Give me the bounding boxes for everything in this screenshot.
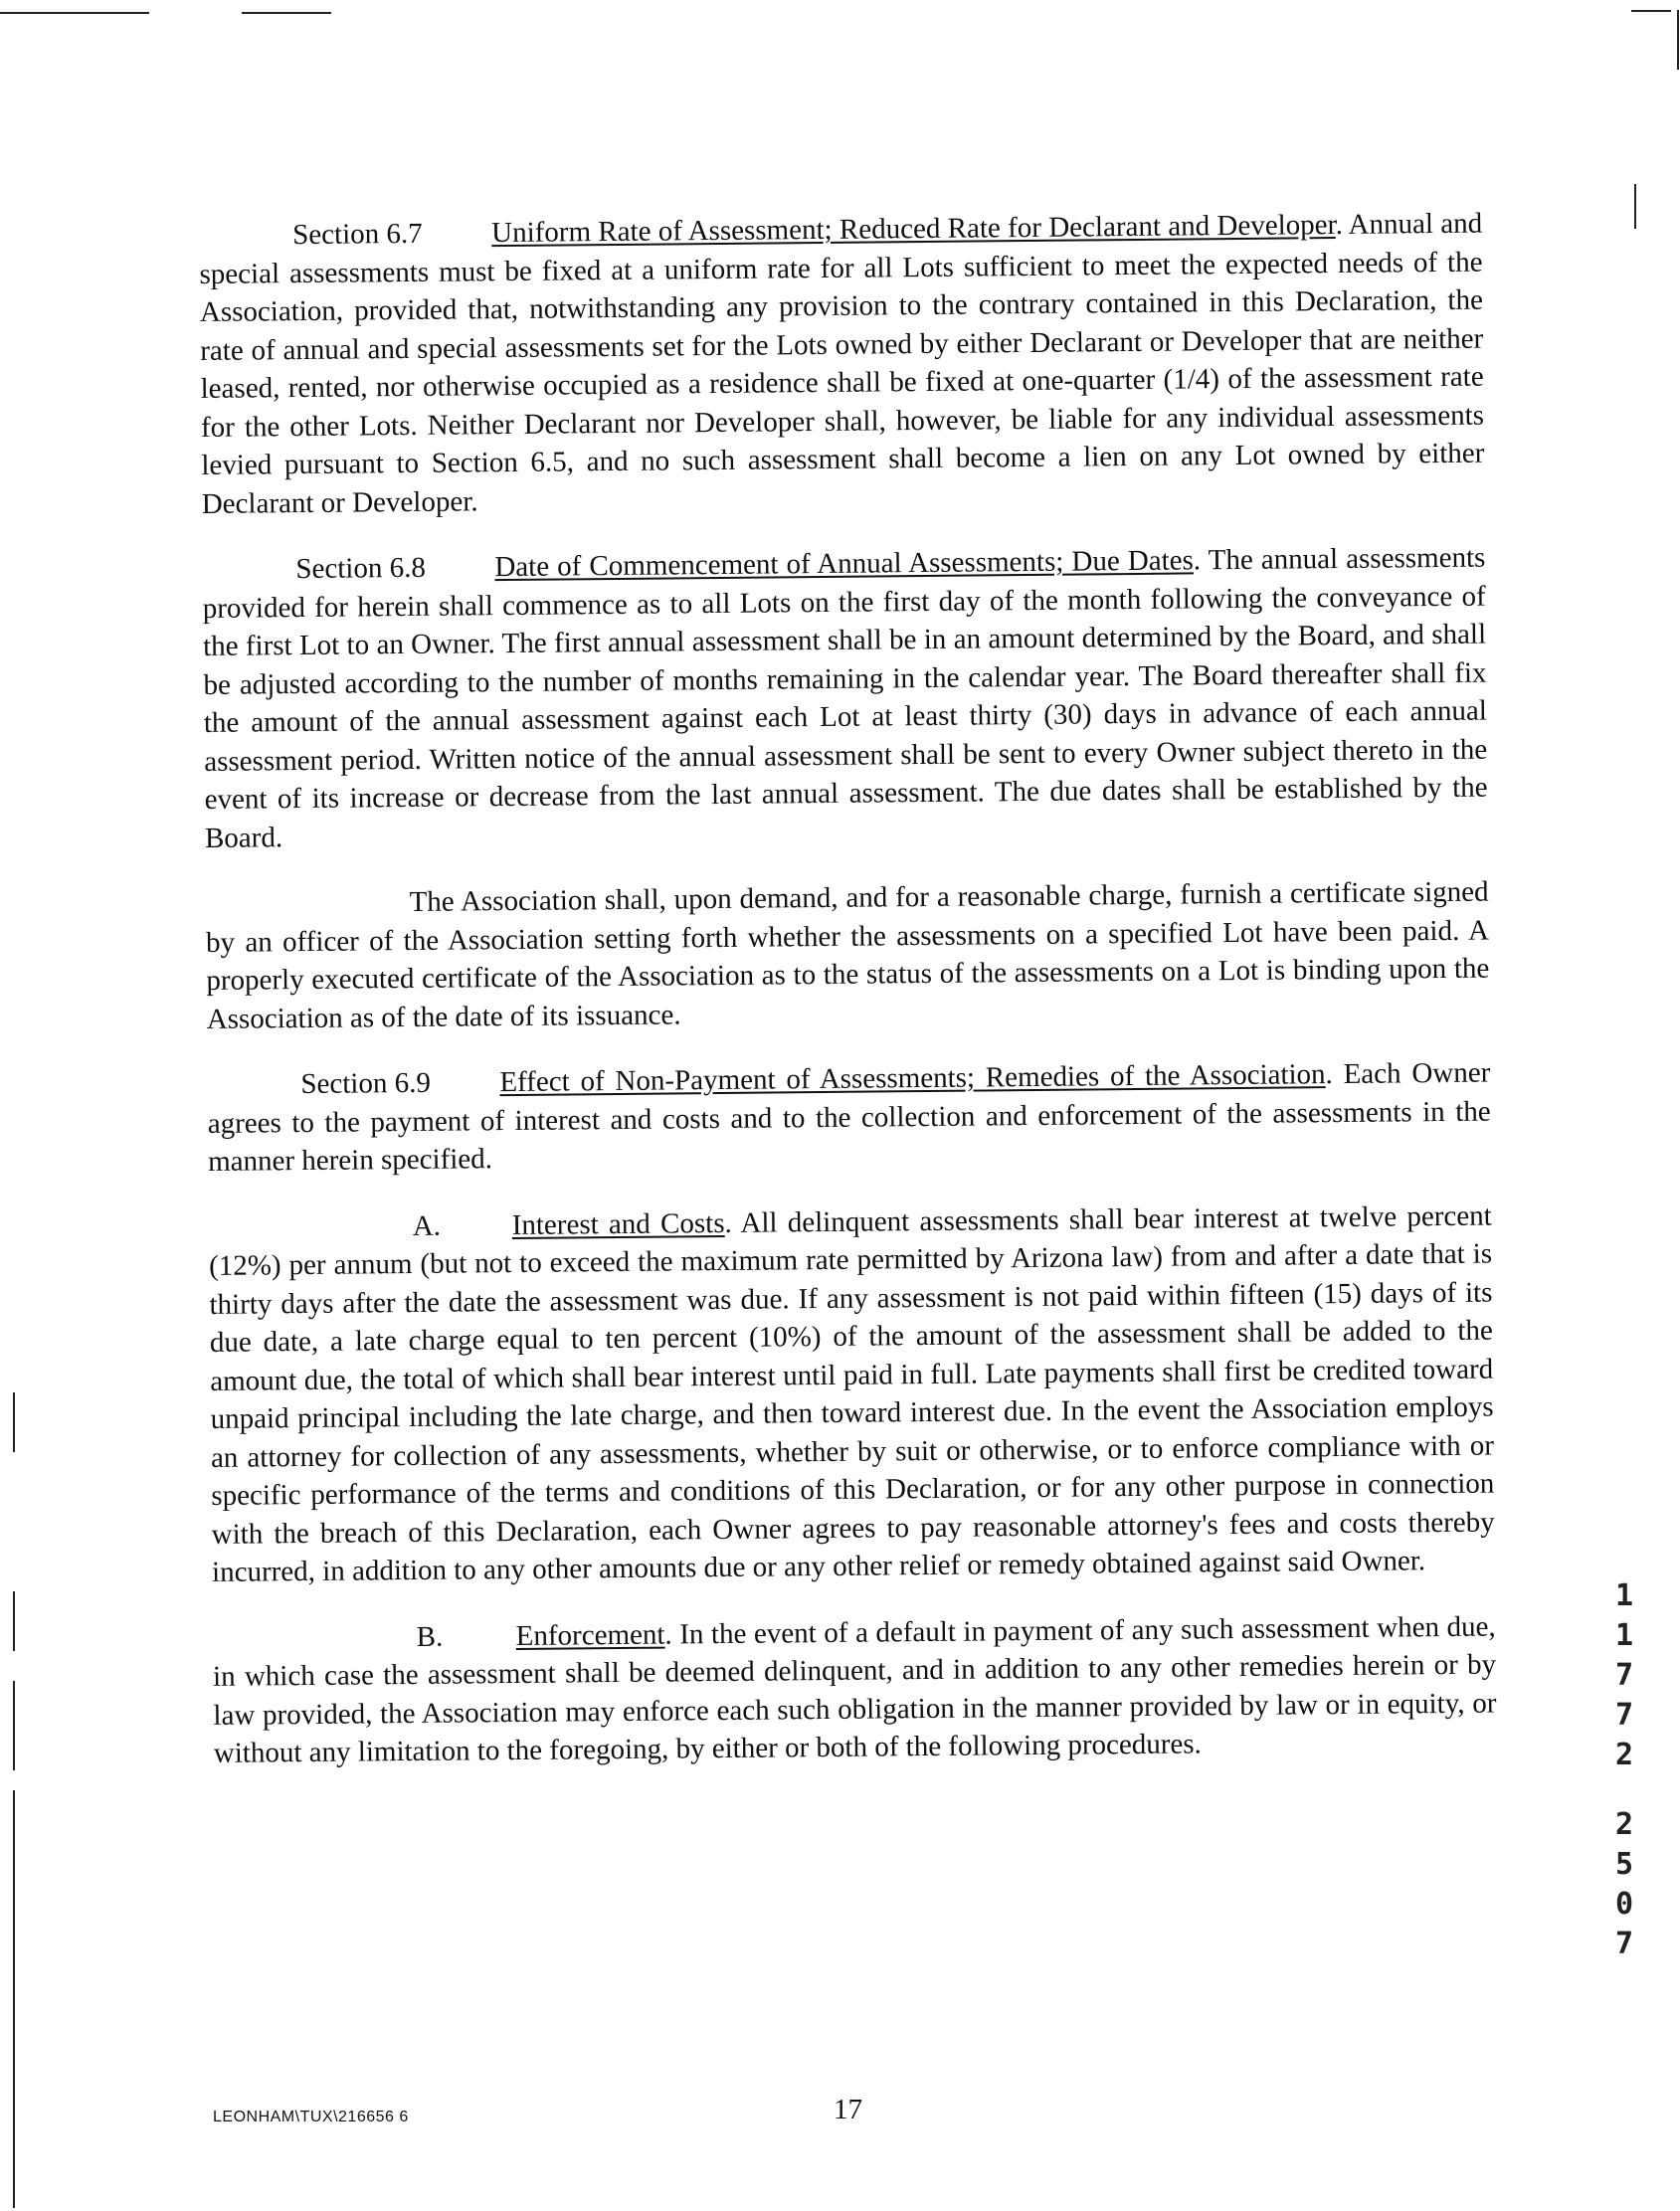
scan-artifact-line bbox=[1677, 10, 1679, 70]
margin-recording-number-lower: 2 5 0 7 bbox=[1614, 1807, 1634, 1961]
margin-recording-number-upper: 1 1 7 7 2 bbox=[1614, 1578, 1634, 1772]
scan-artifact-line bbox=[13, 1591, 15, 1651]
section-number: Section 6.9 bbox=[300, 1066, 432, 1101]
paragraph-text: The Association shall, upon demand, and for a reasonable charge, furnish a certificate signed by an officer of the Association setting forth whether the assessments on a specified Lot have been paid. A properly executed certificate of the Association as to the status of the assessments on a Lot is binding upon the Association as of the date of its issuance. bbox=[205, 875, 1490, 1035]
scan-artifact-line bbox=[242, 12, 331, 14]
section-body: Each Owner agrees to the payment of interest and costs and to the collection and enforcement of the assessments in the manner herein specified. bbox=[207, 1056, 1491, 1178]
section-6-8: Section 6.8 Date of Commencement of Annual Assessments; Due Dates. The annual assessments provided for herein shall commence as to all Lots on the first day of the month following the conveyance of the first Lot to an Owner. The first annual assessment shall be in an amount determined by the Board, and shall be adjusted according to the number of months remaining in the calendar year. The Board thereafter shall fix the amount of the annual assessment against each Lot at least thirty (30) days in advance of each annual assessment period. Written notice of the annual assessment shall be sent to every Owner subject thereto in the event of its increase or decrease from the last annual assessment. The due dates shall be established by the Board. bbox=[202, 541, 1488, 854]
section-body: The annual assessments provided for herein shall commence as to all Lots on the first day of the month following the conveyance of the first Lot to an Owner. The first annual assessment shall be in an amount determined by the Board, and shall be adjusted according to the number of months remaining in the calendar year. The Board thereafter shall fix the amount of the annual assessment against each Lot at least thirty (30) days in advance of each annual assessment period. Written notice of the annual assessment shall be sent to every Owner subject thereto in the event of its increase or decrease from the last annual assessment. The due dates shall be established by the Board. bbox=[202, 541, 1488, 854]
page-number: 17 bbox=[834, 2094, 862, 2125]
scan-artifact-line bbox=[13, 1790, 15, 2208]
certificate-paragraph bbox=[205, 873, 1489, 1038]
subsection-a: A. Interest and Costs. All delinquent assessments shall bear interest at twelve percent (12%) per annum (but not to exceed the maximum rate permitted by Arizona law) from and after a date that is thirty days after the date the assessment was due. If any assessment is not paid within fifteen (15) days of its due date, a late charge equal to ten percent (10%) of the amount of the assessment shall be added to the amount due, the total of which shall bear interest until paid in full. Late payments shall first be credited toward unpaid principal including the late charge, and then toward interest due. In the event the Association employs an attorney for collection of any assessments, whether by suit or otherwise, or to enforce compliance with or specific performance of the terms and conditions of this Declaration, or for any other purpose in connection with the breach of this Declaration, each Owner agrees to pay reasonable attorney's fees and costs thereby incurred, in addition to any other amounts due or any other relief or remedy obtained against said Owner. bbox=[208, 1199, 1495, 1588]
section-title: Date of Commencement of Annual Assessments; Due Dates bbox=[494, 544, 1194, 584]
section-6-7: Section 6.7 Uniform Rate of Assessment; Reduced Rate for Declarant and Developer. Annual and special assessments must be fixed at a uniform rate for all Lots sufficient to meet the expected needs of the Association, provided that, notwithstanding any provision to the contrary contained in this Declaration, the rate of annual and special assessments set for the Lots owned by either Declarant or Developer that are neither leased, rented, nor otherwise occupied as a residence shall be fixed at one-quarter (1/4) of the assessment rate for the other Lots. Neither Declarant nor Developer shall, however, be liable for any individual assessments levied pursuant to Section 6.5, and no such assessment shall become a lien on any Lot owned by either Declarant or Developer. bbox=[199, 207, 1485, 520]
subsection-letter: A. bbox=[412, 1209, 442, 1242]
section-number: Section 6.8 bbox=[295, 551, 427, 586]
subsection-letter: B. bbox=[416, 1620, 444, 1653]
subsection-title: Interest and Costs bbox=[511, 1206, 725, 1241]
section-body: Annual and special assessments must be fixed at a uniform rate for all Lots sufficient to meet the expected needs of the Association, provided that, notwithstanding any provision to the contrary contained in this Declaration, the rate of annual and special assessments set for the Lots owned by either Declarant or Developer that are neither leased, rented, nor otherwise occupied as a residence shall be fixed at one-quarter (1/4) of the assessment rate for the other Lots. Neither Declarant nor Developer shall, however, be liable for any individual assessments levied pursuant to Section 6.5, and no such assessment shall become a lien on any Lot owned by either Declarant or Developer. bbox=[199, 207, 1485, 520]
section-number: Section 6.7 bbox=[292, 217, 423, 252]
scan-artifact-line bbox=[1634, 184, 1636, 229]
section-title: Uniform Rate of Assessment; Reduced Rate for Declarant and Developer bbox=[491, 209, 1336, 250]
subsection-title: Enforcement bbox=[515, 1618, 665, 1652]
subsection-body: In the event of a default in payment of any such assessment when due, in which case the assessment shall be deemed delinquent, and in addition to any other remedies herein or by law provided, the Association may enforce each such obligation in the manner provided by law or in equity, or without any limitation to the foregoing, by either or both of the following procedures. bbox=[212, 1610, 1497, 1769]
footer-document-id: LEONHAM\TUX\216656 6 bbox=[213, 2109, 409, 2125]
document-body bbox=[199, 205, 1497, 1801]
subsection-b: B. Enforcement. In the event of a default in payment of any such assessment when due, in which case the assessment shall be deemed delinquent, and in addition to any other remedies herein or by law provided, the Association may enforce each such obligation in the manner provided by law or in equity, or without any limitation to the foregoing, by either or both of the following procedures. bbox=[212, 1610, 1497, 1769]
scan-artifact-line bbox=[13, 1681, 15, 1770]
subsection-body: All delinquent assessments shall bear interest at twelve percent (12%) per annum (but not to exceed the maximum rate permitted by Arizona law) from and after a date that is thirty days after the date the assessment was due. If any assessment is not paid within fifteen (15) days of its due date, a late charge equal to ten percent (10%) of the amount of the assessment shall be added to the amount due, the total of which shall bear interest until paid in full. Late payments shall first be credited toward unpaid principal including the late charge, and then toward interest due. In the event the Association employs an attorney for collection of any assessments, whether by suit or otherwise, or to enforce compliance with or specific performance of the terms and conditions of this Declaration, or for any other purpose in connection with the breach of this Declaration, each Owner agrees to pay reasonable attorney's fees and costs thereby incurred, in addition to any other amounts due or any other relief or remedy obtained against said Owner. bbox=[208, 1199, 1495, 1588]
section-title: Effect of Non-Payment of Assessments; Remedies of the Association bbox=[499, 1058, 1326, 1099]
scan-artifact-line bbox=[0, 12, 149, 14]
section-6-9: Section 6.9 Effect of Non-Payment of Assessments; Remedies of the Association. Each Owner agrees to the payment of interest and costs and to the collection and enforcement of the assessments in the manner herein specified. bbox=[207, 1056, 1491, 1178]
scan-artifact-line bbox=[13, 1392, 15, 1452]
scan-artifact-line bbox=[1631, 10, 1671, 12]
